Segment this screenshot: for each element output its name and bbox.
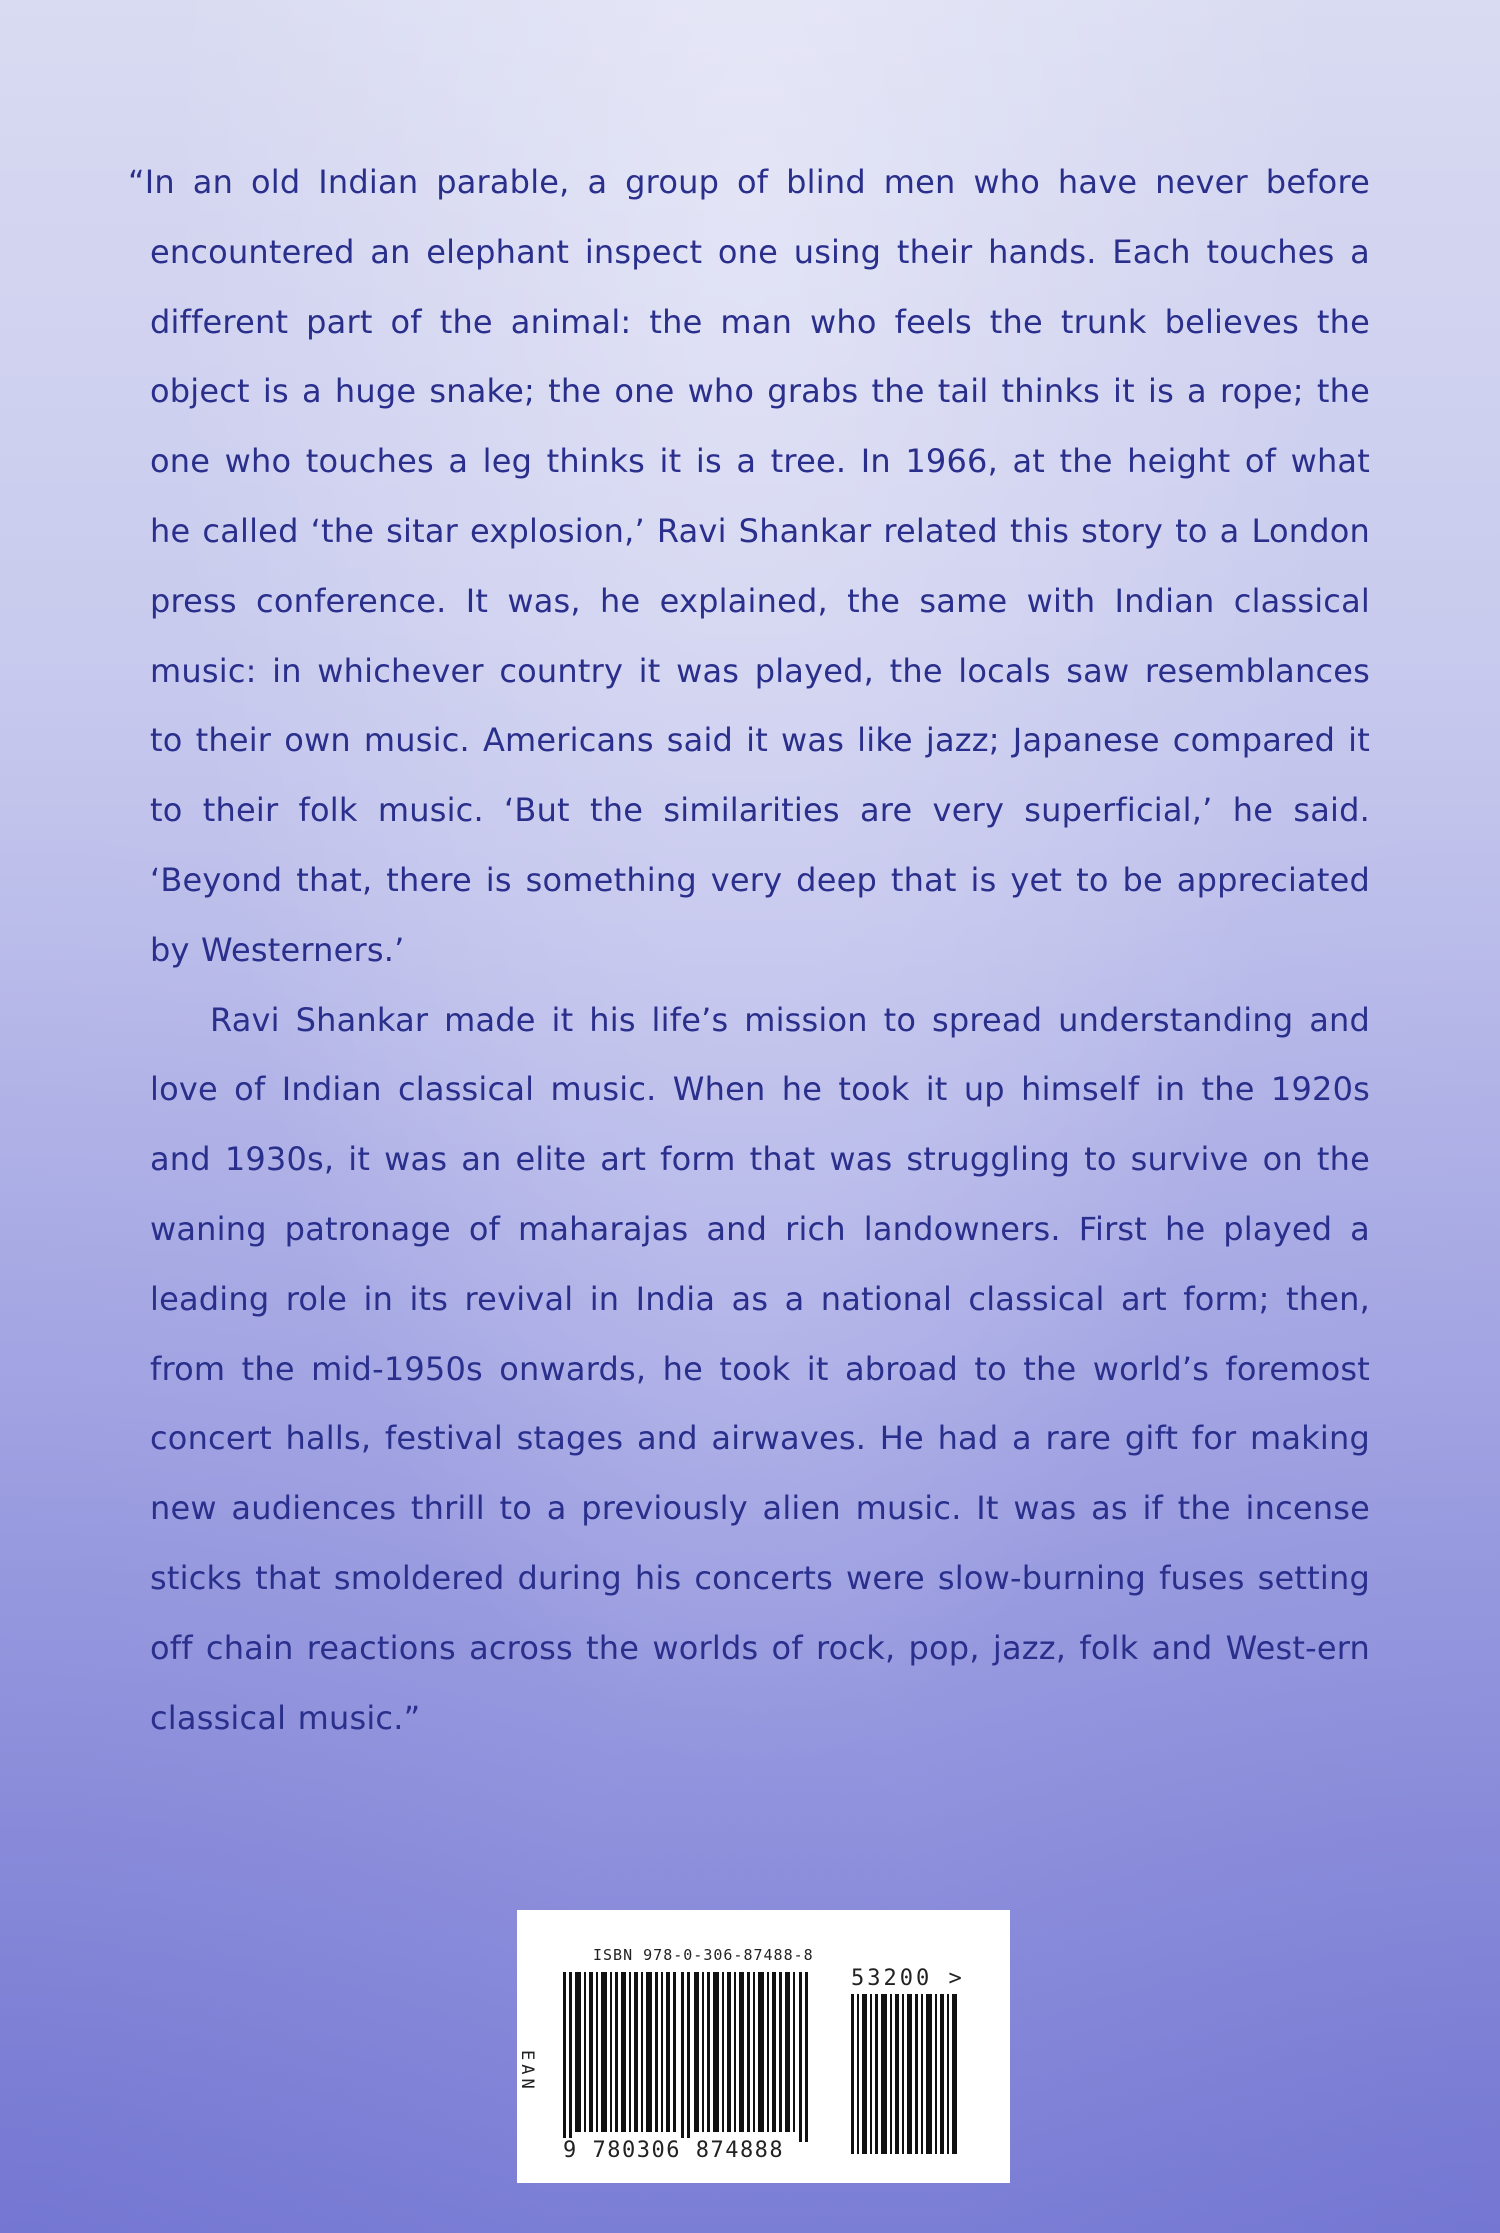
barcode-digits: 9 780306 874888 <box>563 2138 785 2163</box>
barcode-label <box>517 1910 1010 2183</box>
blurb-text <box>128 148 1370 1753</box>
price-barcode-icon <box>849 1994 961 2154</box>
price-code: 53200 > <box>851 1966 965 1991</box>
isbn-number: ISBN 978-0-306-87488-8 <box>593 1946 814 1964</box>
ean-label: EAN <box>517 2050 537 2093</box>
blurb-paragraph-2: Ravi Shankar made it his life’s mission to spread understanding and love of Indian classical music. When he took it up himself in the 1920s and 1930s, it was an elite art form that was struggling to survive on the waning patronage of maharajas and rich landowners. First he played a leading role in its revival in India as a national classical art form; then, from the mid-1950s onwards, he took it abroad to the world’s foremost concert halls, festival stages and airwaves. He had a rare gift for making new audiences thrill to a previously alien music. It was as if the incense sticks that smoldered during his concerts were slow-burning fuses setting off chain reactions across the worlds of rock, pop, jazz, folk and West-ern classical music.” <box>150 1000 1370 1737</box>
main-barcode-icon <box>561 1972 821 2142</box>
blurb-paragraph-1: “In an old Indian parable, a group of blind men who have never before encountered an elephant inspect one using their hands. Each touches a different part of the animal: the man who feels the trunk believes the object is a huge snake; the one who grabs the tail thinks it is a rope; the one who touches a leg thinks it is a tree. In 1966, at the height of what he called ‘the sitar explosion,’ Ravi Shankar related this story to a London press conference. It was, he explained, the same with Indian classical music: in whichever country it was played, the locals saw resemblances to their own music. Americans said it was like jazz; Japanese compared it to their folk music. ‘But the similarities are very superficial,’ he said. ‘Beyond that, there is something very deep that is yet to be appreciated by Westerners.’ <box>128 163 1370 969</box>
